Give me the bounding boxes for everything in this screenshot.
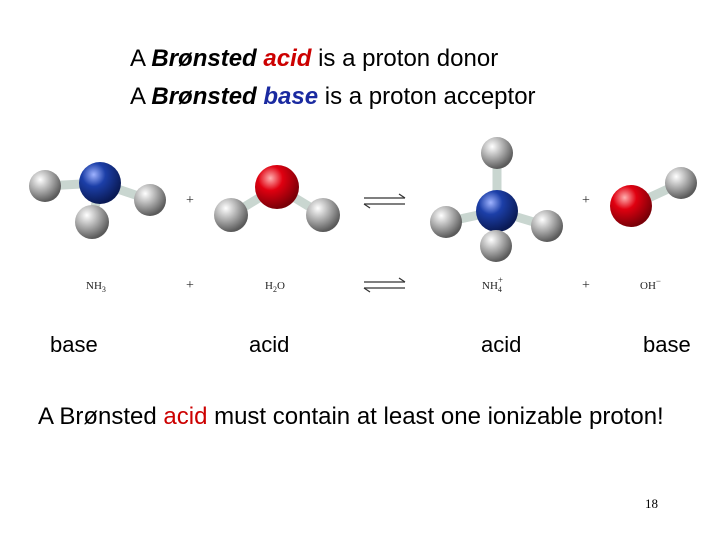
formula-nh3: $NH_3$ bbox=[86, 280, 106, 294]
base-def-bronsted: Brønsted bbox=[151, 83, 257, 110]
base-def-prefix: A bbox=[130, 83, 152, 110]
hydroxide-ion bbox=[610, 167, 697, 227]
role-label-ammonia: base bbox=[50, 332, 98, 357]
oxygen-atom bbox=[255, 165, 299, 209]
base-def-keyword: base bbox=[263, 83, 319, 110]
closing-keyword: acid bbox=[163, 403, 208, 430]
ammonium-ion bbox=[430, 137, 563, 262]
closing-statement bbox=[38, 400, 698, 434]
plus-sign: + bbox=[186, 278, 194, 293]
hydrogen-atom bbox=[481, 137, 513, 169]
formula-h2o: $H_2O$ bbox=[265, 280, 285, 294]
hydrogen-atom bbox=[665, 167, 697, 199]
role-label-water: acid bbox=[249, 332, 290, 357]
hydrogen-atom bbox=[531, 210, 563, 242]
oxygen-atom bbox=[610, 185, 652, 227]
nitrogen-atom bbox=[476, 190, 518, 232]
page-number: 18 bbox=[645, 496, 658, 511]
hydrogen-atom bbox=[430, 206, 462, 238]
hydrogen-atom bbox=[75, 205, 109, 239]
plus-sign: + bbox=[186, 193, 194, 208]
ammonia-molecule bbox=[29, 162, 166, 239]
acid-def-rest: is a proton donor bbox=[311, 45, 499, 72]
role-label-ammonium: acid bbox=[481, 332, 522, 357]
equilibrium-arrow bbox=[364, 194, 405, 208]
plus-sign: + bbox=[582, 278, 590, 293]
nitrogen-atom bbox=[79, 162, 121, 204]
formula-oh: OH− bbox=[640, 276, 661, 292]
equilibrium-arrow bbox=[364, 278, 405, 292]
closing-prefix: A Brønsted bbox=[38, 403, 164, 430]
hydrogen-atom bbox=[480, 230, 512, 262]
closing-rest: must contain at least one ionizable proton! bbox=[207, 403, 664, 430]
hydrogen-atom bbox=[306, 198, 340, 232]
acid-def-bronsted: Brønsted bbox=[151, 45, 257, 72]
acid-def-prefix: A bbox=[130, 45, 152, 72]
hydrogen-atom bbox=[214, 198, 248, 232]
acid-def-keyword: acid bbox=[263, 45, 312, 72]
hydrogen-atom bbox=[29, 170, 61, 202]
water-molecule bbox=[214, 165, 340, 232]
formula-nh4: $NH_4+$ bbox=[482, 275, 503, 294]
role-label-hydroxide: base bbox=[643, 332, 691, 357]
plus-sign: + bbox=[582, 193, 590, 208]
base-def-rest: is a proton acceptor bbox=[318, 83, 536, 110]
hydrogen-atom bbox=[134, 184, 166, 216]
